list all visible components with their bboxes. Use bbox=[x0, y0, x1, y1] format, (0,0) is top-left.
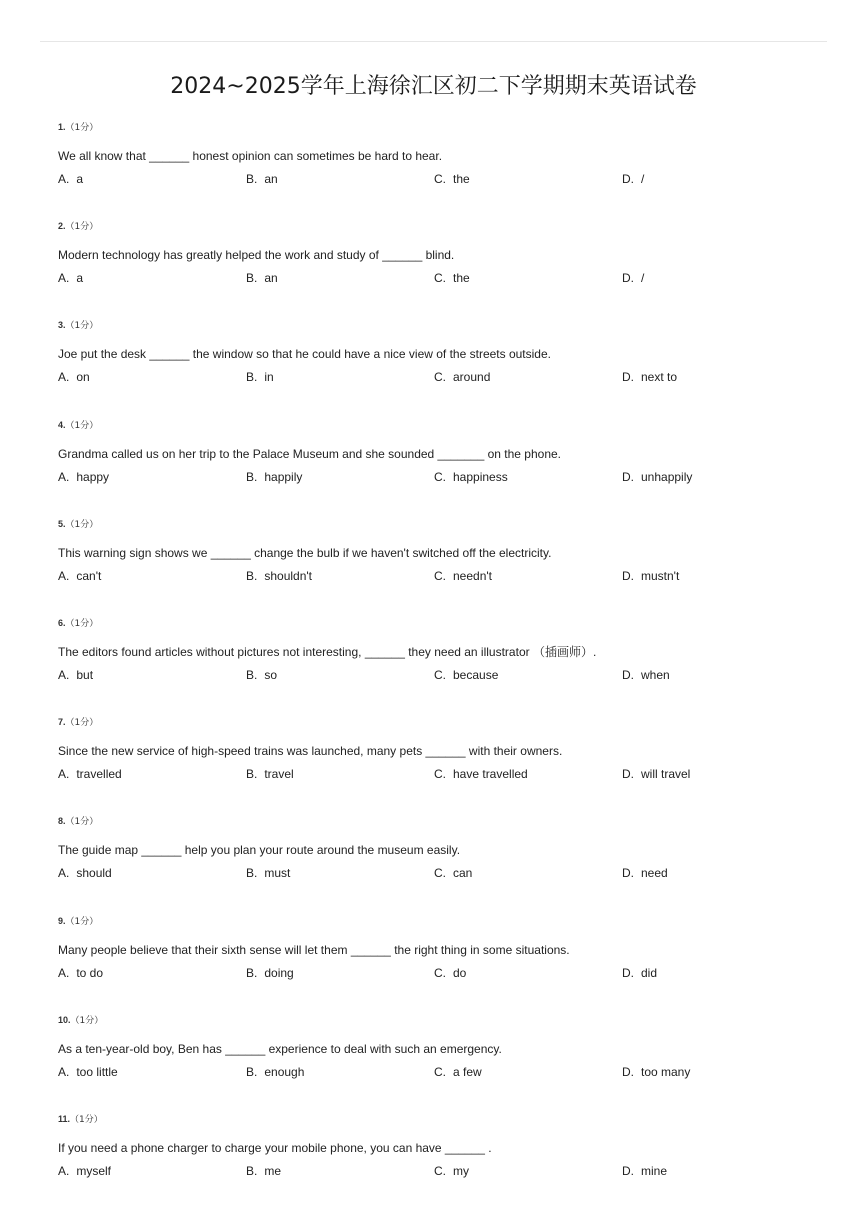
option-text: so bbox=[264, 667, 278, 682]
option-row bbox=[58, 171, 838, 187]
option-letter: B. bbox=[246, 667, 258, 682]
option-d[interactable] bbox=[622, 1163, 667, 1179]
option-letter: A. bbox=[58, 568, 70, 583]
question-stem: Grandma called us on her trip to the Palace Museum and she sounded _______ on the phone. bbox=[58, 446, 562, 461]
option-row bbox=[58, 270, 838, 286]
question-item bbox=[58, 914, 838, 1013]
option-b[interactable] bbox=[246, 469, 302, 485]
option-text: to do bbox=[76, 965, 104, 980]
question-stem: As a ten-year-old boy, Ben has ______ experience to deal with such an emergency. bbox=[58, 1041, 502, 1056]
option-c[interactable] bbox=[434, 171, 470, 187]
option-d[interactable] bbox=[622, 270, 644, 286]
option-text: should bbox=[76, 866, 112, 881]
question-header bbox=[58, 219, 98, 234]
question-score: （1分） bbox=[65, 519, 99, 530]
question-item bbox=[58, 814, 838, 913]
question-header bbox=[58, 914, 98, 929]
option-text: on bbox=[76, 370, 90, 385]
question-stem: Joe put the desk ______ the window so that he could have a nice view of the streets outside. bbox=[58, 347, 551, 362]
option-text: will travel bbox=[641, 767, 691, 782]
option-text: unhappily bbox=[641, 469, 693, 484]
question-number: 8. bbox=[58, 816, 66, 827]
option-text: travel bbox=[264, 767, 294, 782]
question-stem: This warning sign shows we ______ change the bulb if we haven't switched off the electricity. bbox=[58, 545, 552, 560]
option-a[interactable] bbox=[58, 270, 83, 286]
option-text: around bbox=[453, 370, 491, 385]
option-letter: C. bbox=[434, 1064, 446, 1079]
option-letter: A. bbox=[58, 866, 70, 881]
option-letter: C. bbox=[434, 271, 446, 286]
option-letter: B. bbox=[246, 568, 258, 583]
option-letter: C. bbox=[434, 866, 446, 881]
option-a[interactable] bbox=[58, 667, 93, 683]
option-text: enough bbox=[264, 1064, 305, 1079]
option-text: a few bbox=[453, 1064, 482, 1079]
question-number: 3. bbox=[58, 320, 66, 331]
question-score: （1分） bbox=[65, 718, 99, 729]
question-number: 7. bbox=[58, 717, 66, 728]
option-text: do bbox=[453, 965, 467, 980]
option-a[interactable] bbox=[58, 469, 109, 485]
option-letter: A. bbox=[58, 667, 70, 682]
option-b[interactable] bbox=[246, 965, 294, 981]
option-text: too many bbox=[641, 1064, 691, 1079]
question-score: （1分） bbox=[65, 420, 99, 431]
option-a[interactable] bbox=[58, 369, 90, 385]
question-number: 9. bbox=[58, 915, 66, 926]
question-item bbox=[58, 318, 838, 417]
option-letter: D. bbox=[622, 469, 634, 484]
option-letter: B. bbox=[246, 370, 258, 385]
option-letter: D. bbox=[622, 370, 634, 385]
option-text: have travelled bbox=[453, 767, 528, 782]
option-c[interactable] bbox=[434, 766, 528, 782]
option-letter: D. bbox=[622, 965, 634, 980]
option-text: shouldn't bbox=[264, 568, 313, 583]
question-item bbox=[58, 517, 838, 616]
option-d[interactable] bbox=[622, 171, 644, 187]
option-d[interactable] bbox=[622, 369, 677, 385]
option-text: a bbox=[76, 172, 84, 186]
option-text: an bbox=[264, 271, 278, 286]
option-d[interactable] bbox=[622, 469, 692, 485]
option-text: too little bbox=[76, 1064, 118, 1079]
option-d[interactable] bbox=[622, 568, 679, 584]
option-d[interactable] bbox=[622, 965, 657, 981]
question-number: 10. bbox=[58, 1014, 71, 1025]
option-letter: D. bbox=[622, 1064, 634, 1079]
option-text: can bbox=[453, 866, 473, 881]
option-text: need bbox=[641, 866, 668, 881]
option-c[interactable] bbox=[434, 270, 470, 286]
option-b[interactable] bbox=[246, 865, 290, 881]
question-header bbox=[58, 616, 98, 631]
option-d[interactable] bbox=[622, 865, 668, 881]
question-stem: The guide map ______ help you plan your route around the museum easily. bbox=[58, 843, 461, 858]
option-letter: C. bbox=[434, 370, 446, 385]
option-text: doing bbox=[264, 965, 294, 980]
option-letter: B. bbox=[246, 866, 258, 881]
question-number: 6. bbox=[58, 617, 66, 628]
question-stem: We all know that ______ honest opinion can sometimes be hard to hear. bbox=[58, 149, 443, 163]
option-letter: D. bbox=[622, 866, 634, 881]
option-text: an bbox=[264, 172, 278, 186]
question-score: （1分） bbox=[65, 123, 99, 133]
option-row bbox=[58, 865, 838, 881]
question-header bbox=[58, 517, 98, 532]
option-letter: D. bbox=[622, 1163, 634, 1178]
option-row bbox=[58, 469, 838, 485]
question-header bbox=[58, 715, 98, 730]
option-a[interactable] bbox=[58, 865, 112, 881]
option-row bbox=[58, 1163, 838, 1179]
option-text: the bbox=[453, 271, 470, 286]
option-text: needn't bbox=[453, 568, 492, 583]
question-number: 1. bbox=[58, 122, 66, 132]
option-letter: A. bbox=[58, 271, 70, 286]
question-stem: The editors found articles without pictures not interesting, ______ they need an illustrator （插画师）. bbox=[58, 644, 597, 659]
question-item bbox=[58, 1112, 838, 1211]
option-b[interactable] bbox=[246, 270, 278, 286]
option-text: because bbox=[453, 667, 499, 682]
question-score: （1分） bbox=[70, 1114, 103, 1125]
option-b[interactable] bbox=[246, 369, 274, 385]
question-stem: If you need a phone charger to charge your mobile phone, you can have ______ . bbox=[58, 1140, 492, 1155]
option-letter: C. bbox=[434, 965, 446, 980]
question-score: （1分） bbox=[65, 618, 99, 629]
option-text: did bbox=[641, 965, 658, 980]
option-letter: A. bbox=[58, 370, 70, 385]
question-header bbox=[58, 318, 98, 333]
question-item bbox=[58, 219, 838, 318]
question-number: 11. bbox=[58, 1113, 71, 1124]
option-c[interactable] bbox=[434, 369, 490, 385]
question-stem: Many people believe that their sixth sense will let them ______ the right thing in some situations. bbox=[58, 942, 570, 957]
option-text: mine bbox=[641, 1163, 668, 1178]
question-item bbox=[58, 418, 838, 517]
option-a[interactable] bbox=[58, 171, 83, 187]
option-letter: A. bbox=[58, 172, 70, 186]
option-letter: A. bbox=[58, 1163, 70, 1178]
option-row bbox=[58, 667, 838, 683]
option-text: but bbox=[76, 667, 94, 682]
option-text: my bbox=[453, 1163, 469, 1178]
option-letter: A. bbox=[58, 767, 70, 782]
option-text: the bbox=[453, 172, 470, 186]
option-b[interactable] bbox=[246, 1064, 304, 1080]
option-row bbox=[58, 369, 838, 385]
option-letter: B. bbox=[246, 767, 258, 782]
option-a[interactable] bbox=[58, 1163, 111, 1179]
option-letter: B. bbox=[246, 965, 258, 980]
option-text: / bbox=[641, 172, 645, 186]
option-row bbox=[58, 965, 838, 981]
option-c[interactable] bbox=[434, 865, 472, 881]
option-letter: C. bbox=[434, 767, 446, 782]
question-score: （1分） bbox=[65, 817, 99, 828]
option-a[interactable] bbox=[58, 568, 101, 584]
header-divider bbox=[40, 41, 827, 42]
option-letter: A. bbox=[58, 469, 70, 484]
option-c[interactable] bbox=[434, 667, 498, 683]
option-letter: B. bbox=[246, 1064, 258, 1079]
question-number: 2. bbox=[58, 221, 66, 232]
option-b[interactable] bbox=[246, 171, 278, 187]
option-c[interactable] bbox=[434, 568, 492, 584]
option-b[interactable] bbox=[246, 1163, 281, 1179]
option-text: when bbox=[641, 667, 670, 682]
option-text: happiness bbox=[453, 469, 508, 484]
question-number: 4. bbox=[58, 419, 66, 430]
option-row bbox=[58, 766, 838, 782]
option-b[interactable] bbox=[246, 667, 277, 683]
question-score: （1分） bbox=[70, 1015, 104, 1026]
option-text: travelled bbox=[76, 767, 122, 782]
option-letter: D. bbox=[622, 667, 634, 682]
option-text: can't bbox=[76, 568, 102, 583]
option-letter: C. bbox=[434, 1163, 446, 1178]
option-letter: B. bbox=[246, 271, 258, 286]
question-item bbox=[58, 715, 838, 814]
option-letter: C. bbox=[434, 172, 446, 186]
option-a[interactable] bbox=[58, 766, 122, 782]
option-text: happily bbox=[264, 469, 303, 484]
option-letter: D. bbox=[622, 568, 634, 583]
option-b[interactable] bbox=[246, 766, 294, 782]
question-number: 5. bbox=[58, 518, 66, 529]
option-text: a bbox=[76, 271, 84, 286]
question-item bbox=[58, 120, 838, 219]
question-score: （1分） bbox=[65, 222, 99, 233]
option-text: must bbox=[264, 866, 291, 881]
question-header bbox=[58, 1112, 103, 1127]
option-text: me bbox=[264, 1163, 282, 1178]
option-letter: D. bbox=[622, 767, 634, 782]
option-text: happy bbox=[76, 469, 110, 484]
option-c[interactable] bbox=[434, 965, 466, 981]
option-letter: C. bbox=[434, 667, 446, 682]
option-letter: A. bbox=[58, 965, 70, 980]
question-item bbox=[58, 1013, 838, 1112]
option-letter: D. bbox=[622, 172, 634, 186]
option-d[interactable] bbox=[622, 1064, 690, 1080]
option-b[interactable] bbox=[246, 568, 312, 584]
option-text: / bbox=[641, 271, 645, 286]
question-header bbox=[58, 120, 98, 135]
question-stem: Modern technology has greatly helped the work and study of ______ blind. bbox=[58, 248, 455, 263]
question-header bbox=[58, 418, 98, 433]
question-score: （1分） bbox=[65, 321, 99, 332]
question-list bbox=[58, 120, 838, 1211]
option-letter: A. bbox=[58, 1064, 70, 1079]
option-c[interactable] bbox=[434, 469, 508, 485]
question-stem: Since the new service of high-speed trains was launched, many pets ______ with their owners. bbox=[58, 744, 563, 759]
document-title: 2024~2025学年上海徐汇区初二下学期期末英语试卷 bbox=[170, 74, 697, 99]
question-header bbox=[58, 1013, 103, 1028]
option-letter: B. bbox=[246, 1163, 258, 1178]
question-header bbox=[58, 814, 98, 829]
option-a[interactable] bbox=[58, 1064, 118, 1080]
option-text: mustn't bbox=[641, 568, 680, 583]
option-letter: C. bbox=[434, 568, 446, 583]
option-d[interactable] bbox=[622, 667, 670, 683]
question-score: （1分） bbox=[65, 916, 99, 927]
option-text: next to bbox=[641, 370, 678, 385]
option-a[interactable] bbox=[58, 965, 103, 981]
option-row bbox=[58, 1064, 838, 1080]
option-text: myself bbox=[76, 1163, 112, 1178]
option-c[interactable] bbox=[434, 1163, 469, 1179]
option-row bbox=[58, 568, 838, 584]
option-d[interactable] bbox=[622, 766, 690, 782]
option-letter: D. bbox=[622, 271, 634, 286]
option-text: in bbox=[264, 370, 274, 385]
option-letter: B. bbox=[246, 469, 258, 484]
question-item bbox=[58, 616, 838, 715]
option-letter: B. bbox=[246, 172, 258, 186]
option-letter: C. bbox=[434, 469, 446, 484]
option-c[interactable] bbox=[434, 1064, 482, 1080]
